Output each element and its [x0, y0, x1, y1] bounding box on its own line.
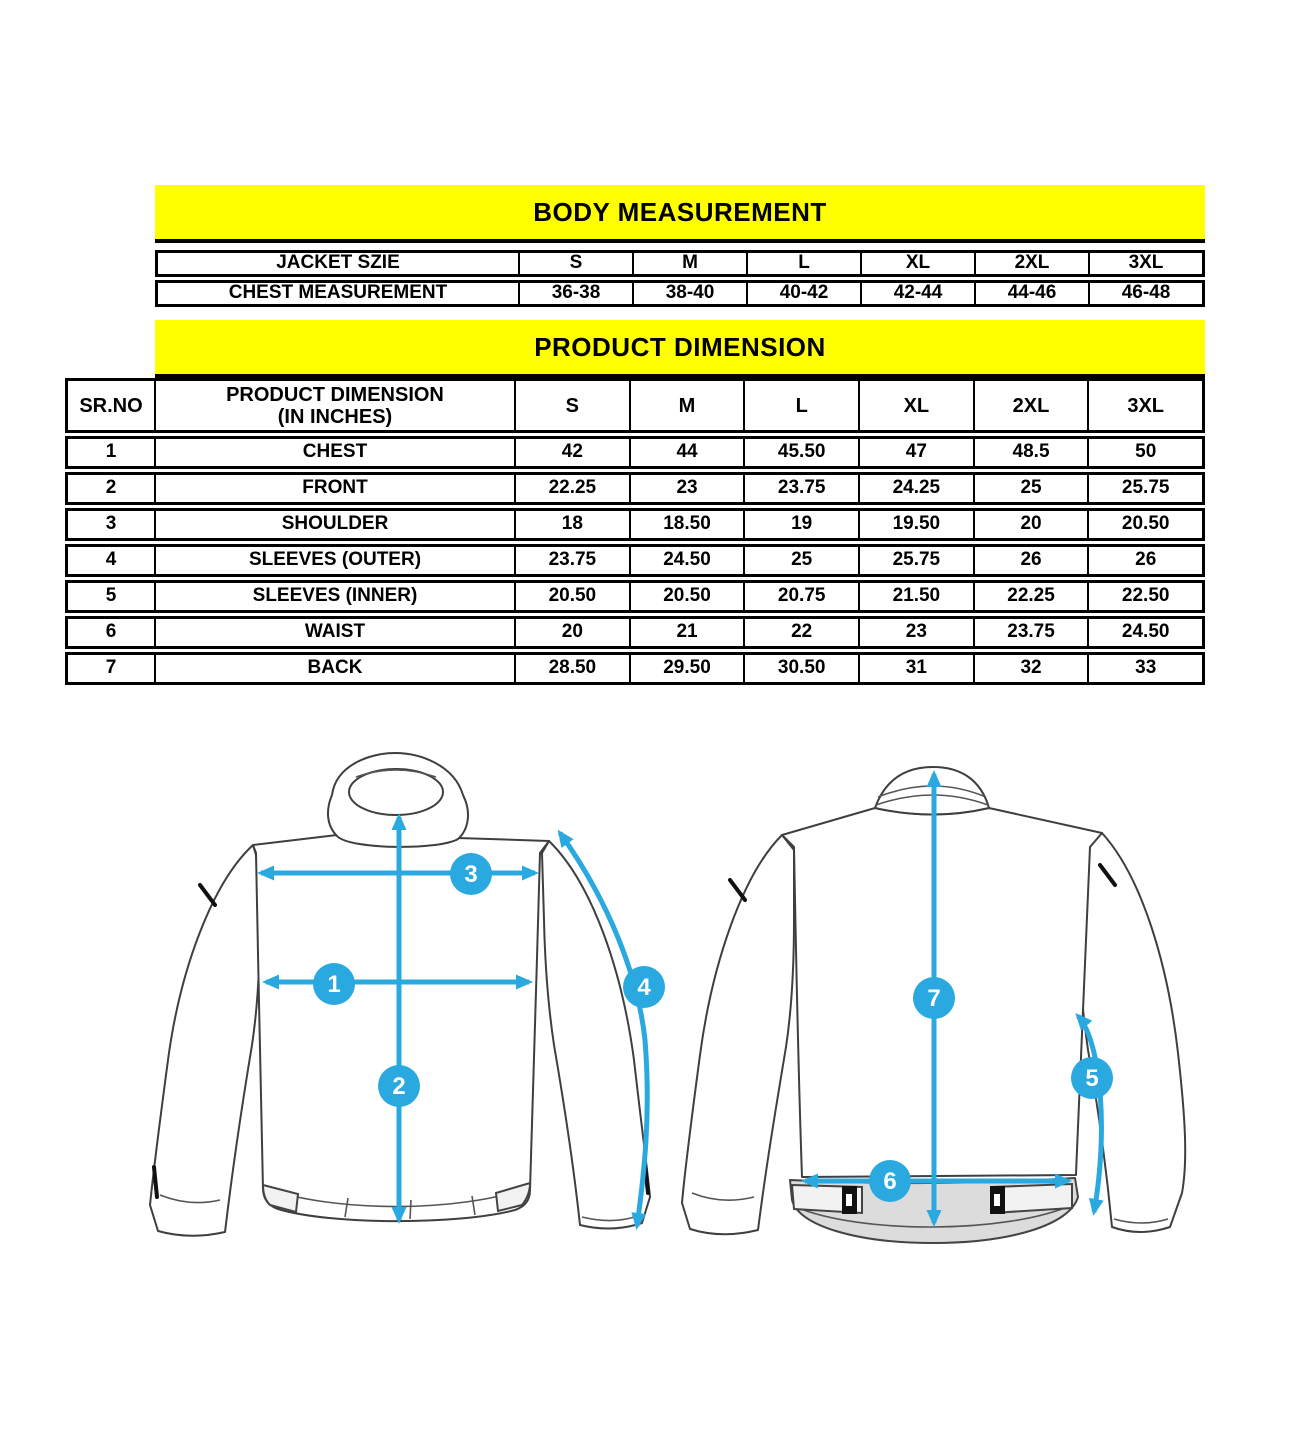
- svg-text:4: 4: [637, 974, 651, 1001]
- srno-cell: 2: [105, 477, 117, 499]
- table-row: [65, 508, 1205, 541]
- table-row: [65, 472, 1205, 505]
- value-cell: 20: [973, 511, 1088, 538]
- column-header-size: 3XL: [1087, 381, 1202, 430]
- table-row: [155, 250, 1205, 277]
- value-cell: 45.50: [743, 439, 858, 466]
- back-right-sleeve: [1077, 833, 1185, 1232]
- front-collar-opening: [349, 769, 443, 815]
- row-label: JACKET SZIE: [276, 252, 400, 274]
- table-header-row: [65, 378, 1205, 433]
- svg-text:3: 3: [464, 861, 478, 888]
- svg-text:2: 2: [392, 1073, 406, 1100]
- size-cell: S: [518, 253, 632, 274]
- value-cell: 25.75: [1087, 475, 1202, 502]
- value-cell: 26: [1087, 547, 1202, 574]
- value-cell: 46-48: [1088, 283, 1202, 304]
- value-cell: 22: [743, 619, 858, 646]
- value-cell: 44: [629, 439, 744, 466]
- value-cell: 18: [514, 511, 629, 538]
- value-cell: 20.50: [1087, 511, 1202, 538]
- row-label: CHEST: [154, 439, 514, 466]
- marker-3-badge: [450, 853, 492, 895]
- front-right-sleeve: [542, 841, 650, 1229]
- value-cell: 40-42: [746, 283, 860, 304]
- value-cell: 30.50: [743, 655, 858, 682]
- value-cell: 26: [973, 547, 1088, 574]
- marker-6-badge: [869, 1160, 911, 1202]
- value-cell: 25: [973, 475, 1088, 502]
- value-cell: 23.75: [973, 619, 1088, 646]
- value-cell: 42: [514, 439, 629, 466]
- size-cell: M: [632, 253, 746, 274]
- value-cell: 22.25: [973, 583, 1088, 610]
- value-cell: 25: [743, 547, 858, 574]
- table-row: [65, 616, 1205, 649]
- column-header-size: M: [629, 381, 744, 430]
- svg-text:6: 6: [883, 1168, 897, 1195]
- value-cell: 20.50: [514, 583, 629, 610]
- column-header-size: S: [514, 381, 629, 430]
- column-header-label: [154, 381, 514, 430]
- column-header-size: 2XL: [973, 381, 1088, 430]
- value-cell: 32: [973, 655, 1088, 682]
- value-cell: 44-46: [974, 283, 1088, 304]
- column-header-label-line2: (IN INCHES): [277, 405, 393, 428]
- value-cell: 31: [858, 655, 973, 682]
- marker-1-badge: [313, 963, 355, 1005]
- srno-cell: 1: [105, 441, 117, 463]
- value-cell: 19.50: [858, 511, 973, 538]
- column-header-srno: SR.NO: [79, 394, 143, 417]
- srno-cell: 7: [105, 657, 117, 679]
- value-cell: 29.50: [629, 655, 744, 682]
- value-cell: 24.25: [858, 475, 973, 502]
- back-left-sleeve: [682, 835, 794, 1234]
- value-cell: 24.50: [1087, 619, 1202, 646]
- row-label: CHEST MEASUREMENT: [228, 282, 448, 304]
- value-cell: 23: [858, 619, 973, 646]
- column-header-size: L: [743, 381, 858, 430]
- jacket-back-diagram: [670, 735, 1230, 1255]
- body-measurement-title: BODY MEASUREMENT: [155, 185, 1205, 243]
- srno-cell: 5: [105, 585, 117, 607]
- value-cell: 21.50: [858, 583, 973, 610]
- srno-cell: 6: [105, 621, 117, 643]
- svg-text:7: 7: [927, 985, 941, 1012]
- value-cell: 25.75: [858, 547, 973, 574]
- row-label: FRONT: [154, 475, 514, 502]
- value-cell: 18.50: [629, 511, 744, 538]
- table-row: [65, 652, 1205, 685]
- row-label: SHOULDER: [154, 511, 514, 538]
- marker-7-badge: [913, 977, 955, 1019]
- row-label: BACK: [154, 655, 514, 682]
- value-cell: 22.50: [1087, 583, 1202, 610]
- value-cell: 50: [1087, 439, 1202, 466]
- srno-cell: 3: [105, 513, 117, 535]
- product-dimension-table: [65, 320, 1205, 685]
- value-cell: 38-40: [632, 283, 746, 304]
- value-cell: 48.5: [973, 439, 1088, 466]
- table-row: [65, 436, 1205, 469]
- row-label: SLEEVES (INNER): [154, 583, 514, 610]
- column-header-size: XL: [858, 381, 973, 430]
- value-cell: 33: [1087, 655, 1202, 682]
- size-cell: 2XL: [974, 253, 1088, 274]
- value-cell: 23.75: [514, 547, 629, 574]
- svg-text:1: 1: [327, 971, 341, 998]
- table-row: [155, 280, 1205, 307]
- marker-4-badge: [623, 966, 665, 1008]
- table-row: [65, 544, 1205, 577]
- value-cell: 21: [629, 619, 744, 646]
- value-cell: 23: [629, 475, 744, 502]
- jacket-front-diagram: [130, 735, 690, 1255]
- product-dimension-title: PRODUCT DIMENSION: [155, 320, 1205, 378]
- value-cell: 42-44: [860, 283, 974, 304]
- value-cell: 20: [514, 619, 629, 646]
- value-cell: 23.75: [743, 475, 858, 502]
- size-cell: L: [746, 253, 860, 274]
- column-header-label-line1: PRODUCT DIMENSION: [226, 383, 444, 406]
- value-cell: 20.50: [629, 583, 744, 610]
- row-label: WAIST: [154, 619, 514, 646]
- value-cell: 47: [858, 439, 973, 466]
- value-cell: 20.75: [743, 583, 858, 610]
- table-row: [65, 580, 1205, 613]
- body-measurement-table: [155, 185, 1205, 307]
- row-label: SLEEVES (OUTER): [154, 547, 514, 574]
- marker-5-badge: [1071, 1057, 1113, 1099]
- size-cell: XL: [860, 253, 974, 274]
- size-cell: 3XL: [1088, 253, 1202, 274]
- marker-2-badge: [378, 1065, 420, 1107]
- value-cell: 36-38: [518, 283, 632, 304]
- value-cell: 22.25: [514, 475, 629, 502]
- front-left-sleeve: [150, 845, 260, 1236]
- svg-text:5: 5: [1085, 1065, 1099, 1092]
- value-cell: 28.50: [514, 655, 629, 682]
- srno-cell: 4: [105, 549, 117, 571]
- value-cell: 24.50: [629, 547, 744, 574]
- value-cell: 19: [743, 511, 858, 538]
